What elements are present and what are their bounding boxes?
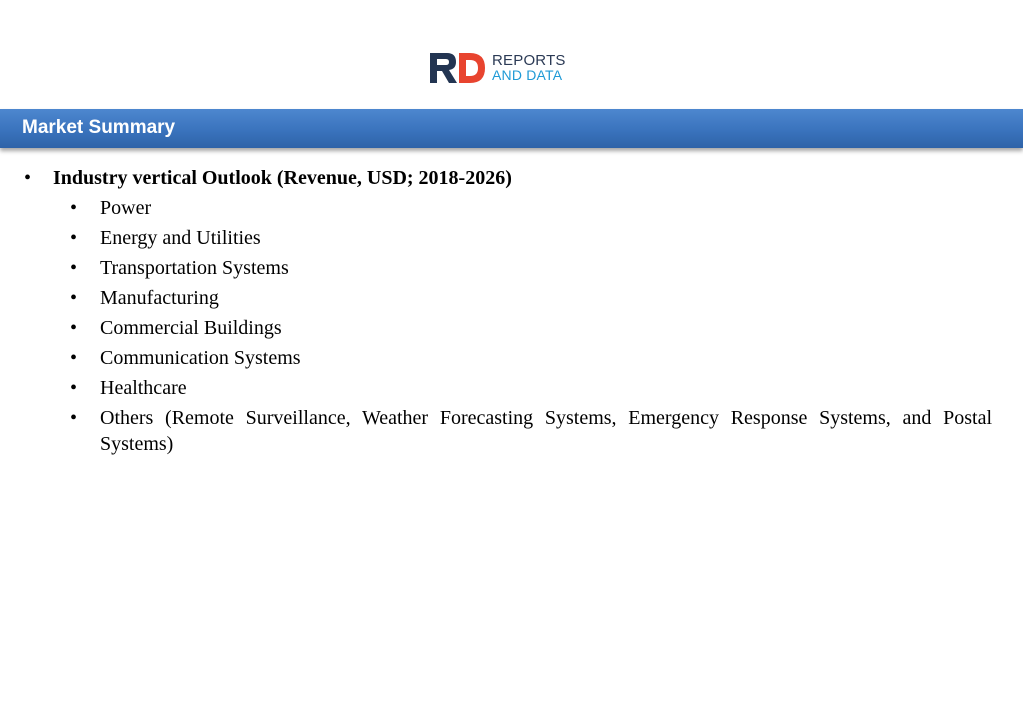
bullet-marker: • — [70, 347, 78, 369]
reports-and-data-logo — [430, 52, 566, 84]
list-item — [0, 373, 1023, 403]
logo-line-and-data: AND DATA — [492, 67, 563, 83]
list-item — [0, 223, 1023, 253]
list-item-text: Healthcare — [100, 377, 187, 399]
list-item — [0, 313, 1023, 343]
bullet-marker: • — [70, 407, 78, 429]
list-item-text: Transportation Systems — [100, 257, 289, 279]
bullet-marker: • — [70, 317, 78, 339]
list-item-text: Energy and Utilities — [100, 227, 261, 249]
outline-heading-item — [0, 163, 1023, 193]
rd-logo-icon — [430, 53, 486, 83]
list-item-text: Manufacturing — [100, 287, 219, 309]
list-item — [0, 193, 1023, 223]
list-item — [0, 403, 1023, 457]
bullet-marker: • — [24, 167, 32, 189]
bullet-marker: • — [70, 377, 78, 399]
bullet-marker: • — [70, 227, 78, 249]
list-item — [0, 253, 1023, 283]
list-item — [0, 283, 1023, 313]
bullet-marker: • — [70, 257, 78, 279]
logo-line-reports: REPORTS — [492, 52, 566, 69]
bullet-marker: • — [70, 287, 78, 309]
list-item — [0, 343, 1023, 373]
list-item-text: Others (Remote Surveillance, Weather Forecasting Systems, Emergency Response Systems, and Postal Systems) — [100, 407, 992, 455]
list-item-text: Commercial Buildings — [100, 317, 282, 339]
bullet-marker: • — [70, 197, 78, 219]
section-banner — [0, 109, 1023, 148]
page-title: Market Summary — [22, 117, 176, 138]
outline-heading: Industry vertical Outlook (Revenue, USD; 2018-2026) — [53, 167, 512, 189]
outline-content — [0, 163, 1023, 457]
list-item-text: Communication Systems — [100, 347, 301, 369]
list-item-text: Power — [100, 197, 152, 219]
